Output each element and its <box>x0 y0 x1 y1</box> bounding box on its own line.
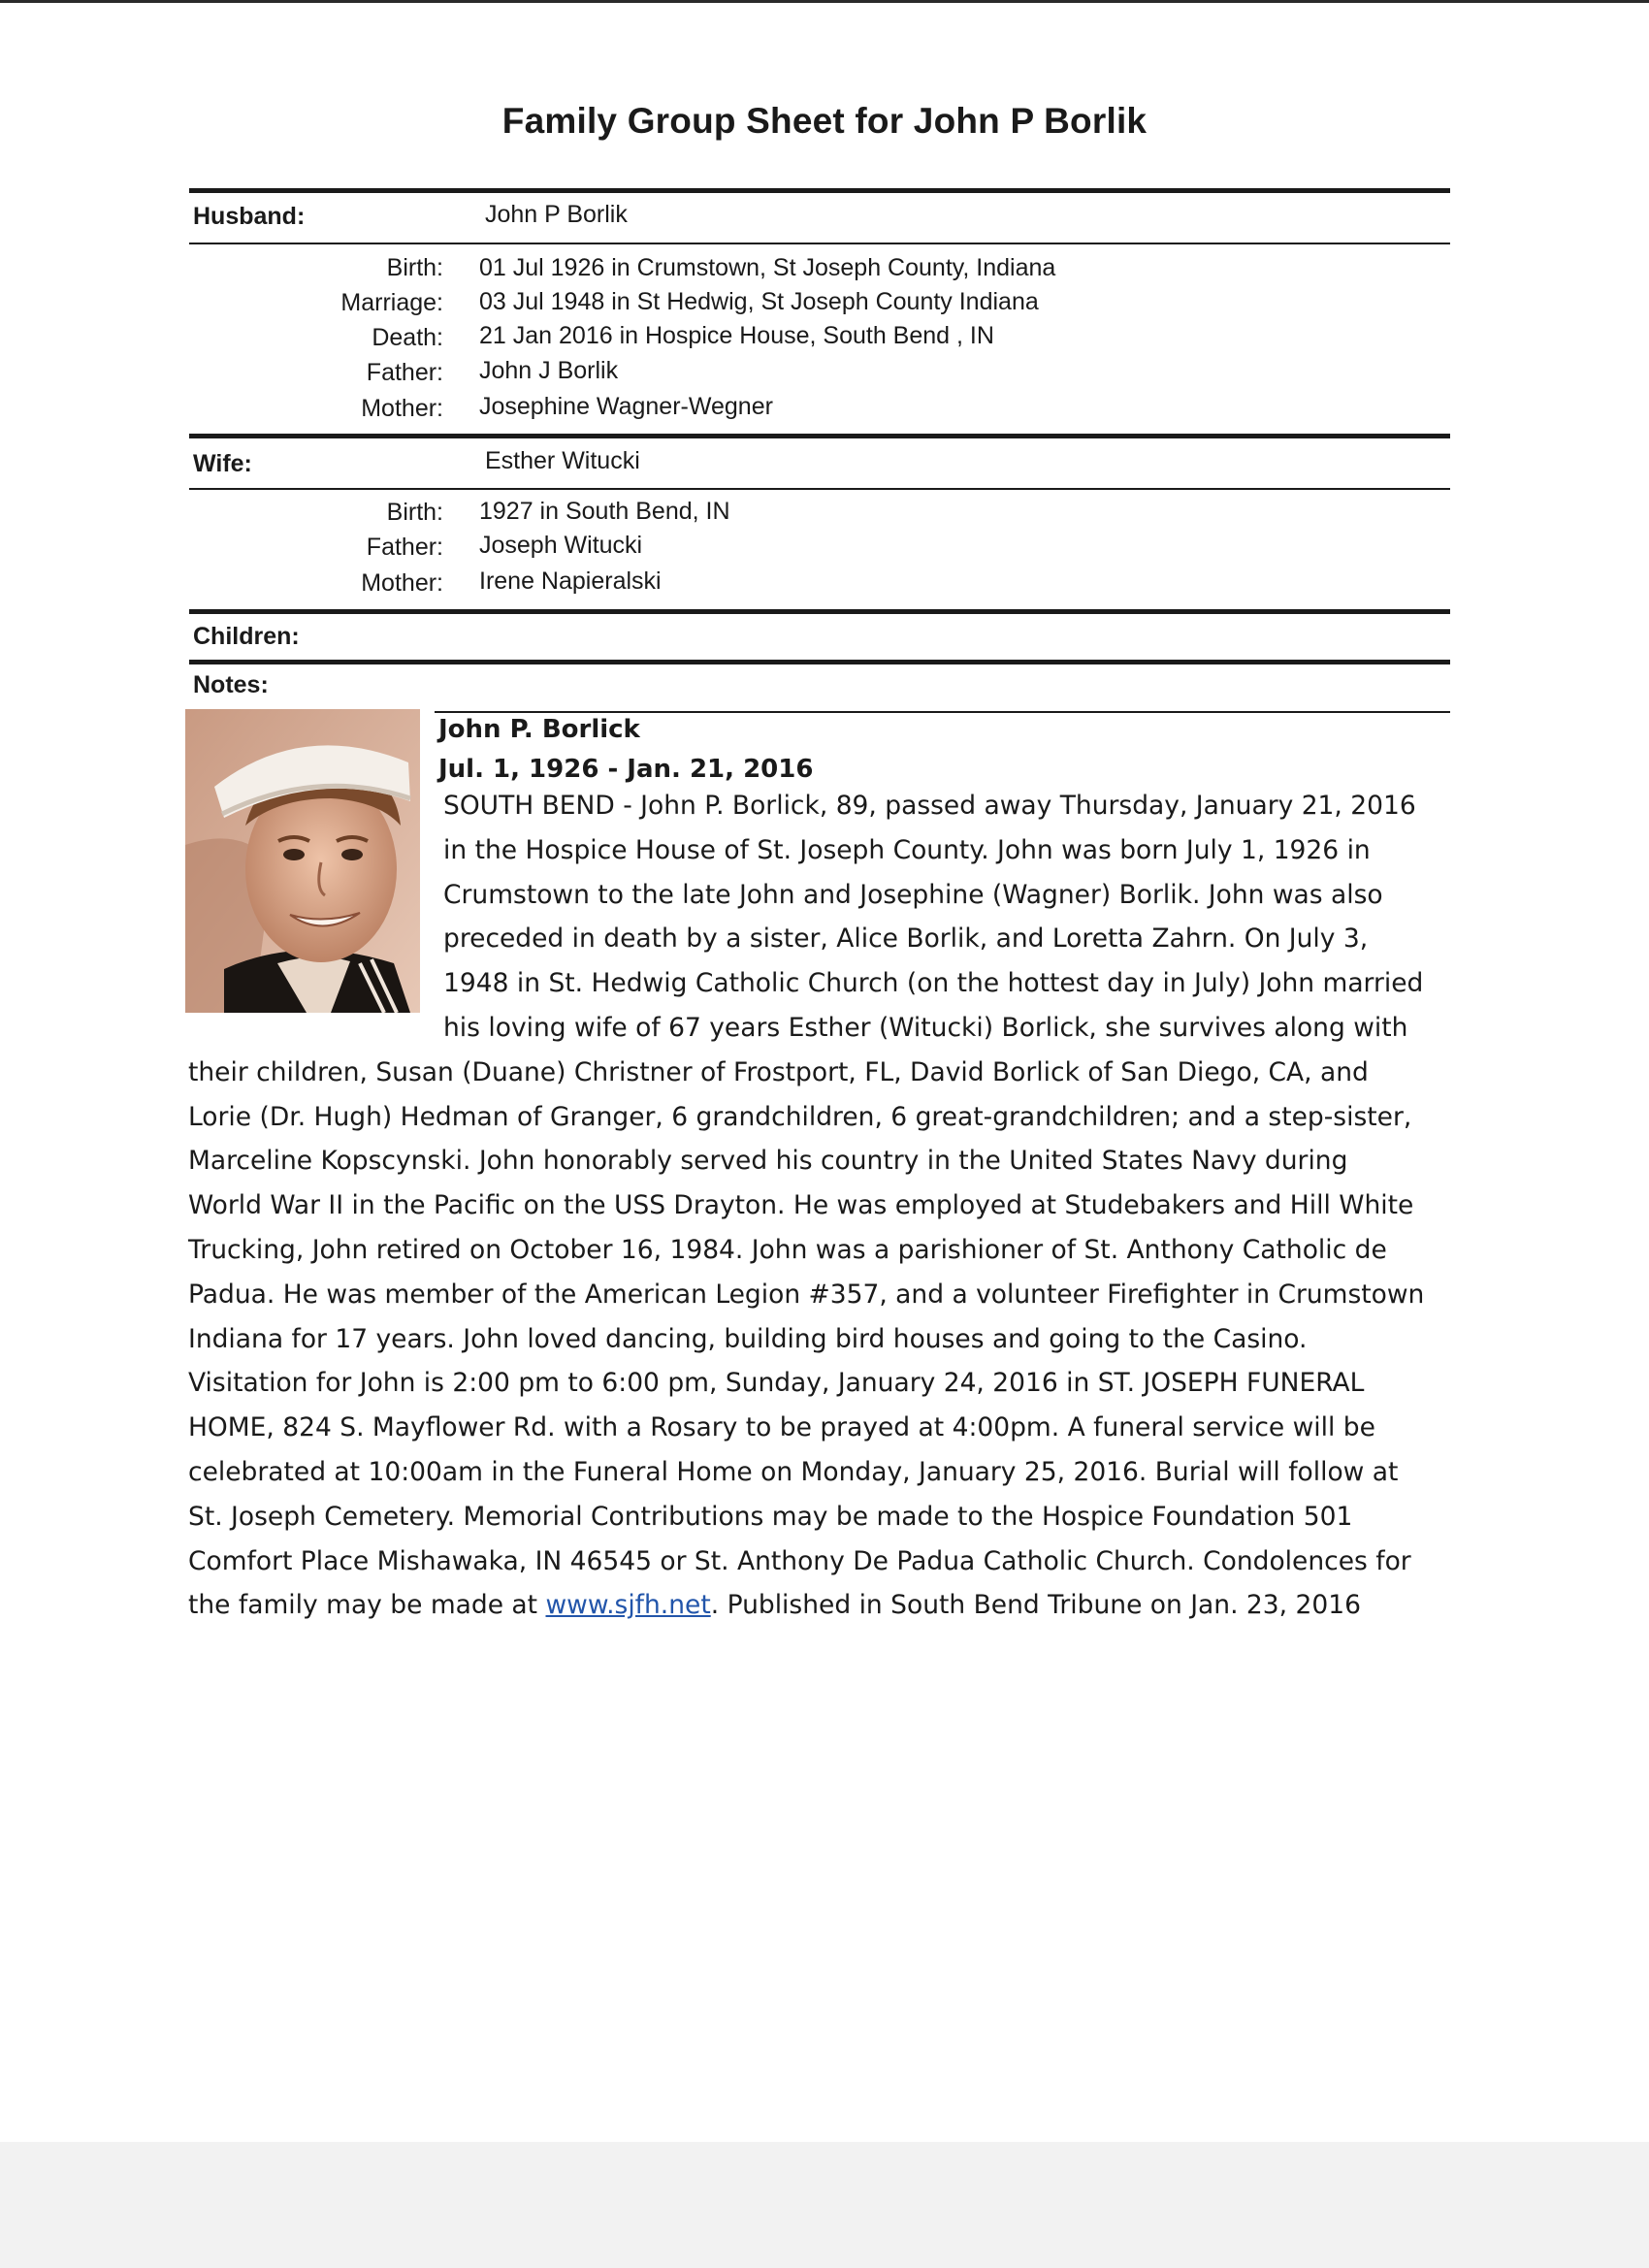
husband-marriage-value: 03 Jul 1948 in St Hedwig, St Joseph County Indiana <box>479 288 1039 315</box>
notes-label: Notes: <box>193 671 269 698</box>
scan-top-edge <box>0 0 1649 3</box>
page-title: Family Group Sheet for John P Borlik <box>501 101 1148 141</box>
obituary-line: Comfort Place Mishawaka, IN 46545 or St. Anthony De Padua Catholic Church. Condolences for <box>188 1545 1411 1576</box>
obituary-last-line <box>188 1583 1469 1628</box>
husband-death-label: Death: <box>372 324 443 351</box>
obituary-line: Marceline Kopscynski. John honorably served his country in the United States Navy during <box>188 1146 1348 1177</box>
wife-top-rule <box>189 434 1450 438</box>
obituary-line: Visitation for John is 2:00 pm to 6:00 pm, Sunday, January 24, 2016 in ST. JOSEPH FUNERAL <box>188 1368 1365 1399</box>
wife-mother-label: Mother: <box>361 569 443 597</box>
obituary-line: Lorie (Dr. Hugh) Hedman of Granger, 6 grandchildren, 6 great-grandchildren; and a step-sister, <box>188 1101 1412 1132</box>
wife-birth-value: 1927 in South Bend, IN <box>479 498 730 525</box>
obituary-line: preceded in death by a sister, Alice Borlik, and Loretta Zahrn. On July 3, <box>443 923 1369 955</box>
obituary-line: celebrated at 10:00am in the Funeral Home on Monday, January 25, 2016. Burial will follow at <box>188 1456 1399 1487</box>
husband-death-value: 21 Jan 2016 in Hospice House, South Bend , IN <box>479 322 994 349</box>
wife-father-value: Joseph Witucki <box>479 532 643 559</box>
wife-name: Esther Witucki <box>485 447 640 474</box>
wife-birth-label: Birth: <box>386 499 443 526</box>
wife-father-label: Father: <box>366 534 443 561</box>
notes-top-rule <box>189 660 1450 664</box>
obituary-last-prefix: the family may be made at <box>188 1590 546 1621</box>
obituary-text <box>188 784 1469 1628</box>
obituary-line: SOUTH BEND - John P. Borlick, 89, passed away Thursday, January 21, 2016 <box>443 791 1416 821</box>
husband-birth-value: 01 Jul 1926 in Crumstown, St Joseph County, Indiana <box>479 254 1056 281</box>
obituary-line: World War II in the Pacific on the USS Drayton. He was employed at Studebakers and Hill White <box>188 1190 1414 1221</box>
obituary-line: in the Hospice House of St. Joseph County. John was born July 1, 1926 in <box>443 834 1371 865</box>
obituary-line: 1948 in St. Hedwig Catholic Church (on the hottest day in July) John married <box>443 968 1424 999</box>
obituary-line: St. Joseph Cemetery. Memorial Contributions may be made to the Hospice Foundation 501 <box>188 1501 1353 1532</box>
husband-father-label: Father: <box>366 359 443 386</box>
husband-name: John P Borlik <box>485 201 628 228</box>
husband-mother-value: Josephine Wagner-Wegner <box>479 393 773 420</box>
children-label: Children: <box>193 623 300 650</box>
husband-mother-label: Mother: <box>361 395 443 422</box>
obituary-last-suffix: . Published in South Bend Tribune on Jan. 23, 2016 <box>710 1590 1361 1621</box>
notes-header-rule <box>435 711 1450 713</box>
husband-father-value: John J Borlik <box>479 357 619 384</box>
funeral-home-link[interactable]: www.sjfh.net <box>545 1590 711 1621</box>
obituary-line: their children, Susan (Duane) Christner of Frostport, FL, David Borlick of San Diego, CA, and <box>188 1056 1369 1087</box>
wife-label: Wife: <box>193 450 252 477</box>
obituary-name: John P. Borlick <box>438 715 640 744</box>
husband-label: Husband: <box>193 203 306 230</box>
children-top-rule <box>189 609 1450 614</box>
obituary-line: Padua. He was member of the American Legion #357, and a volunteer Firefighter in Crumstown <box>188 1279 1425 1310</box>
husband-birth-label: Birth: <box>386 254 443 281</box>
obituary-line: Crumstown to the late John and Josephine (Wagner) Borlik. John was also <box>443 879 1383 910</box>
wife-mother-value: Irene Napieralski <box>479 567 662 595</box>
scan-bottom-band <box>0 2142 1649 2268</box>
obituary-line: Trucking, John retired on October 16, 1984. John was a parishioner of St. Anthony Catholic de <box>188 1234 1387 1265</box>
husband-top-rule <box>189 188 1450 193</box>
husband-marriage-label: Marriage: <box>340 289 443 316</box>
obituary-dates: Jul. 1, 1926 - Jan. 21, 2016 <box>438 755 814 784</box>
obituary-line: his loving wife of 67 years Esther (Witucki) Borlick, she survives along with <box>443 1012 1408 1043</box>
obituary-line: Indiana for 17 years. John loved dancing, building bird houses and going to the Casino. <box>188 1323 1308 1354</box>
husband-name-rule <box>189 243 1450 244</box>
obituary-line: HOME, 824 S. Mayflower Rd. with a Rosary to be prayed at 4:00pm. A funeral service will be <box>188 1412 1375 1443</box>
wife-name-rule <box>189 488 1450 490</box>
